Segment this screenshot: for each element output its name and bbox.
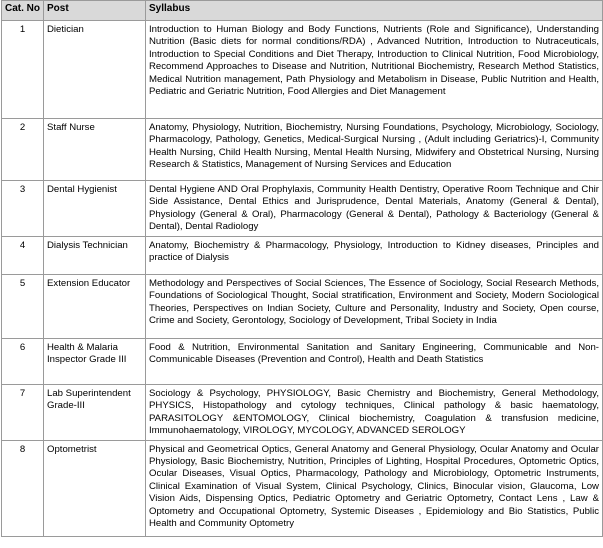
post-cell: Dental Hygienist [44, 181, 146, 237]
cat-no-cell: 2 [2, 119, 44, 181]
syllabus-cell: Dental Hygiene AND Oral Prophylaxis, Community Health Dentistry, Operative Room Technique and Chir Side Assistance, Dental Ethics and Jurisprudence, Dental Materials, Anatomy (General & Dental), Physiology (General & Oral), Pharmacology (General & Dental), Pathology & Bacteriology (General & Dental), Dental Radiology [146, 181, 603, 237]
table-row [2, 440, 603, 536]
syllabus-cell: Physical and Geometrical Optics, General Anatomy and General Physiology, Ocular Anatomy and Ocular Physiology, Basic Biochemistry, Nutrition, Principles of Lighting, Hospital Procedures, Optometric Optics, Ocular Diseases, Visual Optics, Pharmacology, Pathology and Microbiology, Optometric Instruments, Clinical Examination of Visual System, Clinical Psychology, Clinics, Binocular vision, Glaucoma, Low Vision Aids, Dispensing Optics, Pediatric Optometry and Geriatric Optometry, Contact Lens , Law & Optometry and Occupational Optometry, Systemic Diseases , Epidemiology and Bio Statistics, Public Health and Community Optometry [146, 440, 603, 536]
syllabus-cell: Methodology and Perspectives of Social Sciences, The Essence of Sociology, Social Research Methods, Foundations of Sociological Thought, Social stratification, Environment and Society, Modern Sociological Theories, Perspectives on Indian Society, Culture and Personality, Industry and Society, Open course, Crime and Society, Gerontology, Sociology of Development, Tribal Society in India [146, 275, 603, 339]
header-cat-no: Cat. No [2, 1, 44, 21]
syllabus-cell: Anatomy, Physiology, Nutrition, Biochemistry, Nursing Foundations, Psychology, Microbiology, Sociology, Pharmacology, Pathology, Genetics, Medical-Surgical Nursing , (Adult including Geriatrics)-I, Community Health Nursing, Child Health Nursing, Mental Health Nursing, Midwifery and Obstetrical Nursing, Nursing Research & Statistics, Management of Nursing Services and Education [146, 119, 603, 181]
post-cell: Dietician [44, 21, 146, 119]
table-row [2, 385, 603, 441]
syllabus-cell: Introduction to Human Biology and Body Functions, Nutrients (Role and Significance), Understanding Nutrition (Basic diets for normal conditions/RDA) , Advanced Nutrition, Introduction to Nutraceuticals, Introduction to Special Conditions and Diet Therapy, Introduction to Clinical Nutrition, Food Microbiology, Recommend Approaches to Disease and Nutrition, Nutritional Biochemistry, Research Method Statistics, Medical Nutrition management, Path Physiology and Metabolism in Disease, Public Nutrition and Health, Pediatric and Geriatric Nutrition, Food Allergies and Diet Management [146, 21, 603, 119]
header-post: Post [44, 1, 146, 21]
cat-no-cell: 7 [2, 385, 44, 441]
table-row [2, 339, 603, 385]
table-row [2, 275, 603, 339]
cat-no-cell: 3 [2, 181, 44, 237]
syllabus-table [1, 0, 603, 537]
post-cell: Lab Superintendent Grade-III [44, 385, 146, 441]
table-row [2, 181, 603, 237]
cat-no-cell: 6 [2, 339, 44, 385]
cat-no-cell: 8 [2, 440, 44, 536]
table-header-row [2, 1, 603, 21]
cat-no-cell: 4 [2, 237, 44, 275]
post-cell: Optometrist [44, 440, 146, 536]
syllabus-cell: Food & Nutrition, Environmental Sanitation and Sanitary Engineering, Communicable and Non-Communicable Diseases (Prevention and Control), Health and Death Statistics [146, 339, 603, 385]
table-row [2, 237, 603, 275]
syllabus-cell: Anatomy, Biochemistry & Pharmacology, Physiology, Introduction to Kidney diseases, Principles and practice of Dialysis [146, 237, 603, 275]
cat-no-cell: 5 [2, 275, 44, 339]
table-row [2, 21, 603, 119]
cat-no-cell: 1 [2, 21, 44, 119]
table-row [2, 119, 603, 181]
header-syllabus: Syllabus [146, 1, 603, 21]
post-cell: Dialysis Technician [44, 237, 146, 275]
post-cell: Health & Malaria Inspector Grade III [44, 339, 146, 385]
syllabus-cell: Sociology & Psychology, PHYSIOLOGY, Basic Chemistry and Biochemistry, General Methodology, PHYSICS, Histopathology and cytology techniques, Clinical pathology & basic haematology, PARASITOLOGY &ENTOMOLOGY, Clinical biochemistry, Coagulation & transfusion medicine, Immunohaematology, VIROLOGY, MYCOLOGY, ADVANCED SEROLOGY [146, 385, 603, 441]
post-cell: Staff Nurse [44, 119, 146, 181]
post-cell: Extension Educator [44, 275, 146, 339]
